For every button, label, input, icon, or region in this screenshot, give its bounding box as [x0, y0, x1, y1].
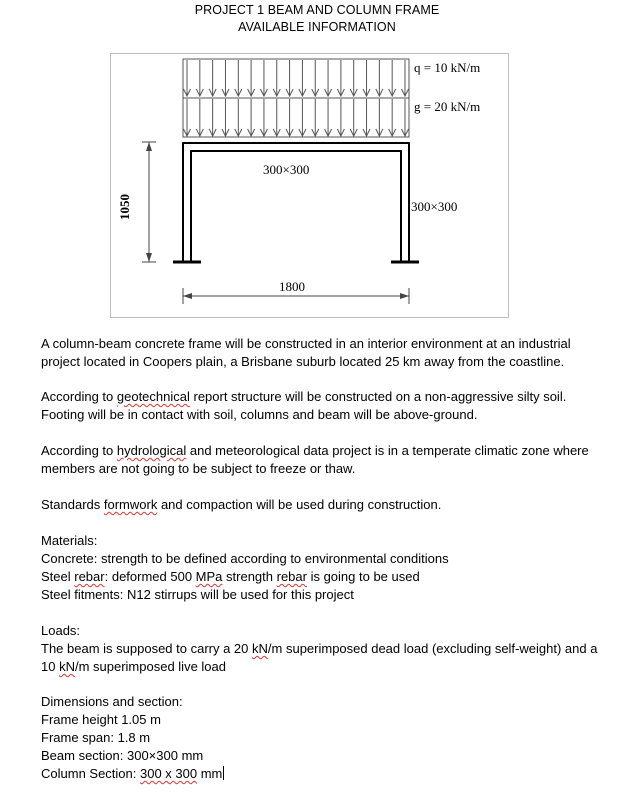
- spell-flag: hydrological: [116, 443, 187, 458]
- frame-outer-line: [183, 143, 409, 261]
- frame-figure: [110, 53, 509, 318]
- materials-section: Materials: Concrete: strength to be defined according to environmental conditions Steel rebar: deformed 500 MPa strength rebar is going to be used Steel fitments: N12 stirrups will be used for this project: [41, 532, 626, 604]
- dead-load-arrows: [184, 99, 409, 136]
- span-arrow-left: [183, 293, 192, 299]
- height-dimension-label: 1050: [117, 194, 132, 220]
- height-arrow-top: [146, 142, 152, 151]
- hydrological-paragraph: According to hydrological and meteorological data project is in a temperate climatic zone where members are not going to be subject to freeze or thaw.: [41, 443, 589, 476]
- span-arrow-right: [400, 293, 409, 299]
- column-section-label: 300×300: [411, 199, 458, 214]
- dimensions-heading: Dimensions and section:: [41, 694, 183, 709]
- loads-heading: Loads:: [41, 623, 81, 638]
- spell-flag: formwork: [103, 497, 158, 512]
- spell-flag: geotechnical: [116, 389, 190, 404]
- geotechnical-paragraph: According to geotechnical report structure will be constructed on a non-aggressive silty soil. Footing will be in contact with soil, columns and beam will be above-ground.: [41, 389, 567, 422]
- g-load-label: g = 20 kN/m: [414, 99, 481, 114]
- beam-section-label: 300×300: [263, 162, 310, 177]
- height-arrow-bottom: [146, 253, 152, 262]
- intro-paragraph: A column-beam concrete frame will be constructed in an interior environment at an industrial project located in Coopers plain, a Brisbane suburb located 25 km away from the coastline.: [41, 336, 571, 369]
- span-dimension-label: 1800: [279, 279, 305, 294]
- materials-heading: Materials:: [41, 533, 98, 548]
- dimensions-section: Dimensions and section: Frame height 1.05 m Frame span: 1.8 m Beam section: 300×300 mm Column Section: 300 x 300 mm: [41, 693, 626, 783]
- standards-paragraph: Standards formwork and compaction will be used during construction.: [41, 497, 442, 512]
- q-load-label: q = 10 kN/m: [414, 60, 481, 75]
- live-load-arrows: [184, 60, 409, 96]
- text-cursor[interactable]: [223, 766, 224, 780]
- page-title: PROJECT 1 BEAM AND COLUMN FRAME: [194, 3, 440, 17]
- loads-section: Loads: The beam is supposed to carry a 20 kN/m superimposed dead load (excluding self-weight) and a 10 kN/m superimposed live load: [41, 622, 626, 676]
- frame-diagram: [111, 54, 508, 317]
- page-subtitle: AVAILABLE INFORMATION: [238, 20, 396, 34]
